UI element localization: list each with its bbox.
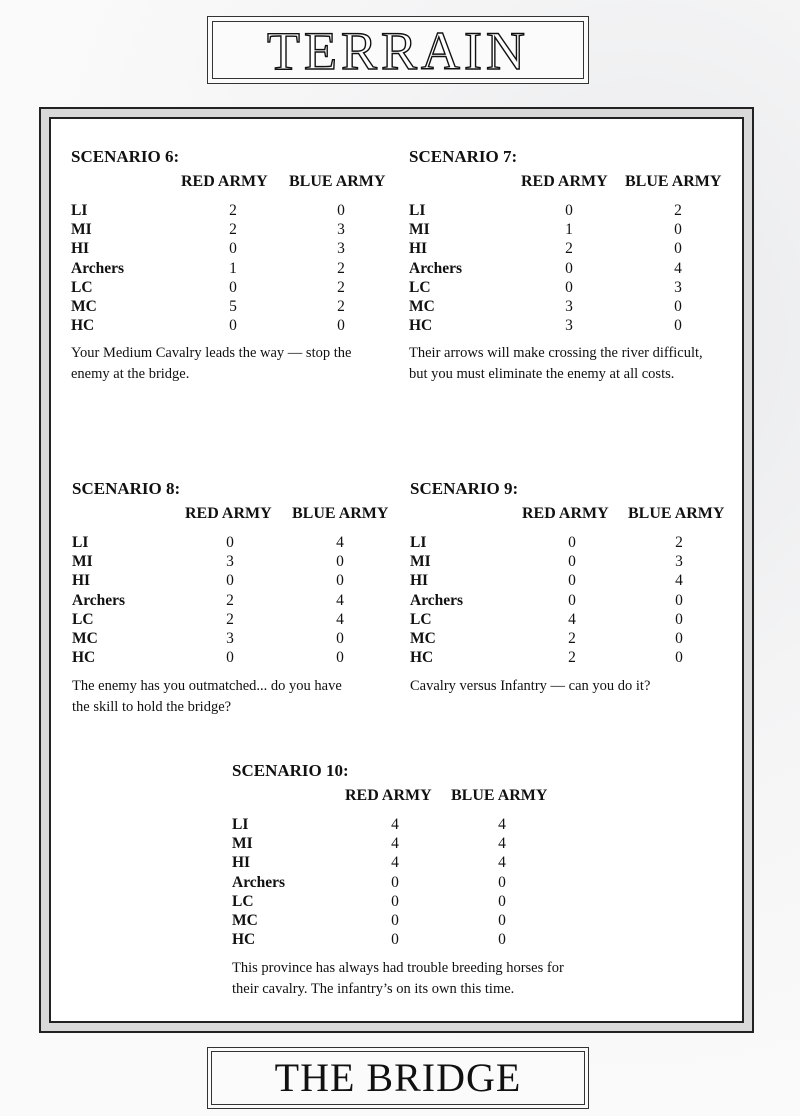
blue-army-count: 3 (675, 553, 683, 571)
unit-row (72, 611, 432, 630)
blue-army-count: 0 (337, 317, 345, 335)
red-army-count: 0 (391, 912, 399, 929)
description-line: Cavalry versus Infantry — can you do it? (410, 678, 651, 694)
scenario-description (72, 676, 412, 718)
red-army-count: 4 (391, 816, 399, 833)
blue-army-count: 0 (674, 317, 682, 335)
unit-row (71, 240, 431, 259)
unit-name: MC (71, 298, 97, 315)
red-army-header: RED ARMY (185, 505, 272, 522)
red-army-header: RED ARMY (521, 173, 608, 190)
unit-name: Archers (71, 259, 125, 277)
blue-army-count: 2 (337, 298, 345, 315)
red-army-count: 3 (565, 317, 573, 335)
scenario-title: SCENARIO 8: (72, 479, 181, 498)
unit-name: HC (410, 649, 434, 667)
unit-row (72, 592, 432, 611)
unit-row (410, 553, 770, 572)
blue-army-count: 0 (498, 892, 506, 910)
blue-army-count: 4 (498, 835, 506, 853)
unit-row (410, 534, 770, 553)
red-army-count: 2 (229, 221, 237, 239)
red-army-count: 0 (565, 259, 573, 277)
unit-name: MI (71, 221, 92, 239)
blue-army-count: 0 (498, 931, 506, 949)
unit-name: HC (232, 931, 256, 949)
blue-army-count: 0 (498, 873, 506, 891)
unit-row (232, 874, 592, 893)
blue-army-header: BLUE ARMY (289, 173, 386, 190)
red-army-count: 0 (391, 892, 399, 910)
red-army-count: 1 (229, 259, 237, 277)
description-line: Your Medium Cavalry leads the way — stop the (71, 345, 352, 361)
blue-army-header: BLUE ARMY (625, 173, 722, 190)
unit-name: LC (232, 892, 254, 910)
unit-row (409, 260, 769, 279)
description-line: the skill to hold the bridge? (72, 699, 232, 715)
unit-name: Archers (72, 591, 126, 609)
unit-name: HC (72, 649, 96, 667)
blue-army-count: 4 (675, 572, 683, 590)
red-army-count: 0 (391, 873, 399, 891)
unit-name: MC (72, 630, 98, 647)
unit-name: HI (72, 572, 91, 590)
red-army-count: 0 (226, 649, 234, 667)
unit-name: HC (409, 317, 433, 335)
page-title: TERRAIN (267, 21, 529, 81)
unit-name: Archers (409, 259, 463, 277)
blue-army-count: 0 (337, 202, 345, 219)
red-army-count: 2 (568, 649, 576, 667)
unit-row (71, 279, 431, 298)
unit-name: HI (232, 854, 251, 872)
blue-army-header: BLUE ARMY (628, 505, 725, 522)
unit-name: HI (71, 240, 90, 258)
unit-row (410, 649, 770, 668)
red-army-count: 0 (568, 553, 576, 571)
red-army-count: 0 (565, 202, 573, 219)
red-army-count: 0 (568, 572, 576, 590)
description-line: Their arrows will make crossing the river difficult, (409, 345, 703, 361)
unit-name: MC (409, 298, 435, 315)
unit-row (71, 260, 431, 279)
unit-row (409, 221, 769, 240)
blue-army-count: 4 (674, 259, 682, 277)
red-army-count: 4 (391, 854, 399, 872)
unit-row (409, 298, 769, 317)
unit-name: HI (409, 240, 428, 258)
red-army-count: 0 (229, 278, 237, 296)
scenario-title: SCENARIO 6: (71, 147, 180, 166)
unit-name: LC (72, 610, 94, 628)
unit-row (72, 630, 432, 649)
blue-army-count: 0 (674, 240, 682, 258)
unit-row (71, 202, 431, 221)
unit-name: MI (232, 835, 253, 853)
unit-row (71, 221, 431, 240)
unit-name: MC (410, 630, 436, 647)
unit-row (410, 572, 770, 591)
red-army-count: 4 (391, 835, 399, 853)
blue-army-count: 4 (336, 591, 344, 609)
scenario-title: SCENARIO 7: (409, 147, 518, 166)
unit-row (232, 931, 592, 950)
unit-row (409, 202, 769, 221)
unit-row (410, 611, 770, 630)
scenario-description (71, 343, 411, 385)
red-army-count: 5 (229, 298, 237, 315)
unit-row (72, 553, 432, 572)
blue-army-count: 4 (498, 854, 506, 872)
unit-row (410, 592, 770, 611)
description-line: enemy at the bridge. (71, 366, 190, 382)
description-line: This province has always had trouble breeding horses for (232, 960, 564, 976)
unit-name: LI (72, 534, 89, 551)
unit-name: MC (232, 912, 258, 929)
red-army-count: 2 (229, 202, 237, 219)
blue-army-count: 0 (336, 630, 344, 647)
red-army-count: 3 (565, 298, 573, 315)
description-line: The enemy has you outmatched... do you have (72, 678, 342, 694)
unit-row (232, 854, 592, 873)
blue-army-count: 3 (674, 278, 682, 296)
blue-army-count: 4 (336, 534, 344, 551)
blue-army-count: 0 (675, 591, 683, 609)
red-army-header: RED ARMY (522, 505, 609, 522)
blue-army-header: BLUE ARMY (292, 505, 389, 522)
red-army-count: 0 (391, 931, 399, 949)
unit-name: Archers (232, 873, 286, 891)
scenario-description (410, 676, 750, 697)
scenario-description (232, 958, 632, 1000)
unit-name: LC (409, 278, 431, 296)
unit-row (232, 835, 592, 854)
unit-name: LC (410, 610, 432, 628)
description-line: but you must eliminate the enemy at all costs. (409, 366, 675, 382)
blue-army-count: 2 (675, 534, 683, 551)
red-army-count: 0 (226, 534, 234, 551)
unit-name: MI (410, 553, 431, 571)
red-army-count: 0 (229, 240, 237, 258)
red-army-count: 4 (568, 610, 576, 628)
blue-army-count: 0 (336, 649, 344, 667)
unit-row (71, 298, 431, 317)
footer-title-box (207, 1047, 589, 1109)
red-army-count: 0 (226, 572, 234, 590)
blue-army-count: 0 (674, 221, 682, 239)
description-line: their cavalry. The infantry’s on its own this time. (232, 981, 515, 997)
red-army-count: 0 (568, 534, 576, 551)
page-title-box (207, 16, 589, 84)
unit-name: MI (72, 553, 93, 571)
scenario-description (409, 343, 749, 385)
blue-army-count: 0 (675, 630, 683, 647)
unit-name: LI (410, 534, 427, 551)
unit-name: LC (71, 278, 93, 296)
blue-army-count: 3 (337, 221, 345, 239)
blue-army-count: 2 (674, 202, 682, 219)
unit-name: Archers (410, 591, 464, 609)
blue-army-count: 0 (336, 572, 344, 590)
unit-name: HC (71, 317, 95, 335)
red-army-count: 2 (226, 591, 234, 609)
blue-army-count: 2 (337, 278, 345, 296)
blue-army-count: 0 (674, 298, 682, 315)
unit-row (72, 534, 432, 553)
unit-row (232, 816, 592, 835)
unit-row (72, 649, 432, 668)
blue-army-count: 0 (675, 649, 683, 667)
blue-army-count: 3 (337, 240, 345, 258)
red-army-count: 3 (226, 630, 234, 647)
red-army-count: 0 (568, 591, 576, 609)
scenario-title: SCENARIO 9: (410, 479, 519, 498)
unit-row (232, 893, 592, 912)
footer-title: THE BRIDGE (274, 1055, 522, 1100)
red-army-header: RED ARMY (181, 173, 268, 190)
unit-name: LI (409, 202, 426, 219)
red-army-count: 2 (568, 630, 576, 647)
unit-row (409, 279, 769, 298)
red-army-count: 0 (229, 317, 237, 335)
blue-army-header: BLUE ARMY (451, 787, 548, 804)
red-army-header: RED ARMY (345, 787, 432, 804)
blue-army-count: 4 (498, 816, 506, 833)
unit-name: MI (409, 221, 430, 239)
unit-name: LI (232, 816, 249, 833)
unit-row (410, 630, 770, 649)
red-army-count: 0 (565, 278, 573, 296)
unit-row (409, 317, 769, 336)
blue-army-count: 0 (336, 553, 344, 571)
unit-row (409, 240, 769, 259)
unit-row (232, 912, 592, 931)
red-army-count: 3 (226, 553, 234, 571)
scenario-title: SCENARIO 10: (232, 761, 349, 780)
unit-row (72, 572, 432, 591)
unit-name: LI (71, 202, 88, 219)
red-army-count: 2 (226, 610, 234, 628)
blue-army-count: 2 (337, 259, 345, 277)
red-army-count: 1 (565, 221, 573, 239)
blue-army-count: 0 (675, 610, 683, 628)
unit-name: HI (410, 572, 429, 590)
red-army-count: 2 (565, 240, 573, 258)
blue-army-count: 4 (336, 610, 344, 628)
unit-row (71, 317, 431, 336)
blue-army-count: 0 (498, 912, 506, 929)
